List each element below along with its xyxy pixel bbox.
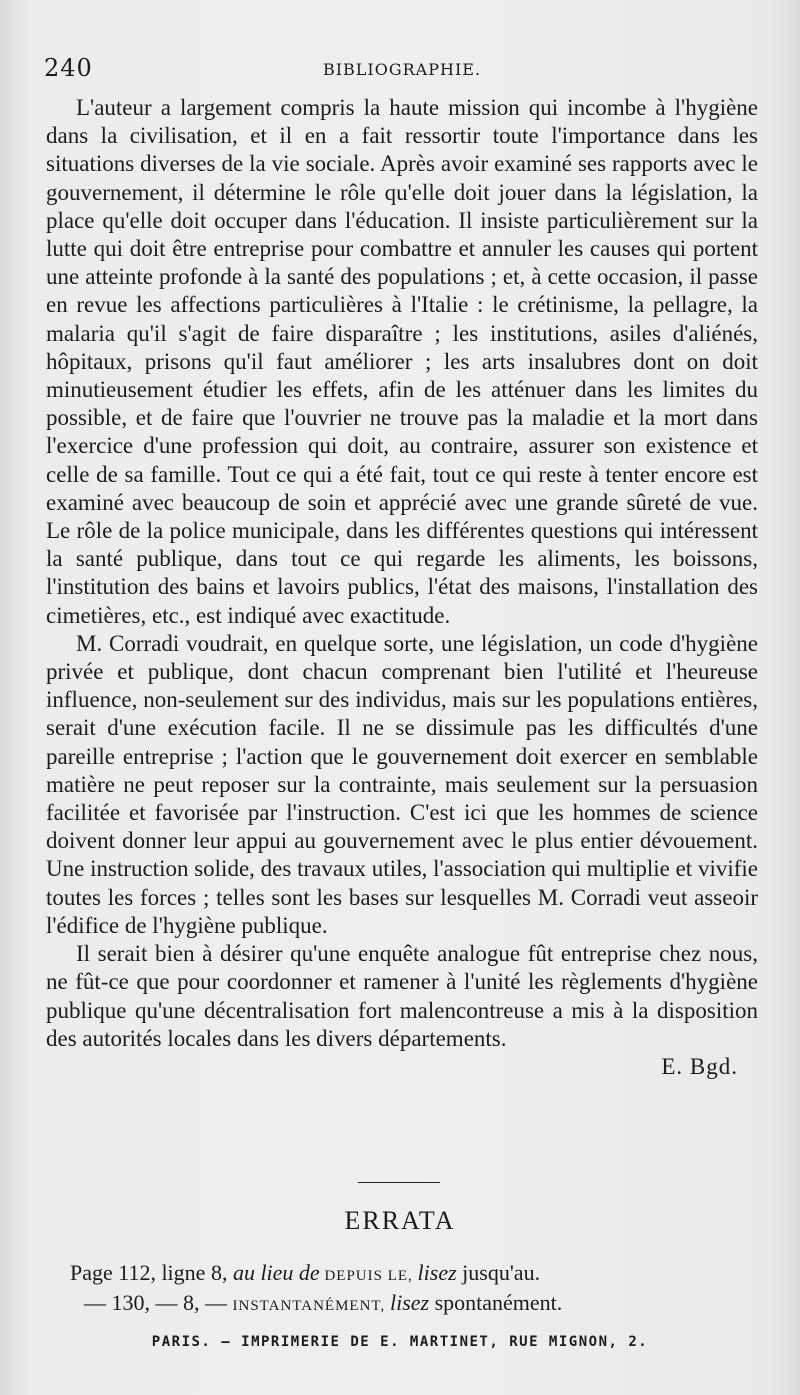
printer-imprint: PARIS. — IMPRIMERIE DE E. MARTINET, RUE MIGNON, 2.	[151, 1334, 649, 1350]
paragraph-2: M. Corradi voudrait, en quelque sorte, une législation, un code d'hygiène privée et publique, dont chacun comprenant bien l'utilité et l'heureuse influence, non-seulement sur des individus, mais sur les populations entières, serait d'une exécution facile. Il ne se dissimule pas les difficultés d'une pareille entreprise ; l'action que le gouvernement doit exercer en semblable matière ne peut reposer sur la contrainte, mais seulement sur la persuasion facilitée et favorisée par l'instruction. C'est ici que les hommes de science doivent donner leur appui au gouvernement avec le plus entier dévouement. Une instruction solide, des travaux utiles, l'association qui multiplie et vivifie toutes les forces ; telles sont les bases sur lesquelles M. Corradi veut asseoir l'édifice de l'hygiène publique.	[46, 630, 758, 938]
errata-entry-2-wrong: INSTANTANÉMENT,	[232, 1298, 390, 1314]
errata-entry-1	[70, 1260, 540, 1286]
article-body	[46, 94, 758, 1081]
running-head	[44, 54, 760, 88]
errata-entry-2-correct: spontanément.	[429, 1290, 563, 1315]
section-divider	[358, 1182, 440, 1183]
errata-entry-2-location: — 130, — 8, —	[84, 1290, 233, 1315]
paragraph-1: L'auteur a largement compris la haute mission qui incombe à l'hygiène dans la civilisation, et il en a fait ressortir toute l'importance dans les situations diverses de la vie sociale. Après avoir examiné ses rapports avec le gouvernement, il détermine le rôle qu'elle doit jouer dans la législation, la place qu'elle doit occuper dans l'éducation. Il insiste particulièrement sur la lutte qui doit être entreprise pour combattre et annuler les causes qui portent une atteinte profonde à la santé des populations ; et, à cette occasion, il passe en revue les affections particulières à l'Italie : le crétinisme, la pellagre, la malaria qu'il s'agit de faire disparaître ; les institutions, asiles d'aliénés, hôpitaux, prisons qu'il faut améliorer ; les arts insalubres dont on doit minutieusement étudier les effets, afin de les atténuer dans les limites du possible, et de faire que l'ouvrier ne trouve pas la maladie et la mort dans l'exercice d'une profession qui doit, au contraire, assurer son existence et celle de sa famille. Tout ce qui a été fait, tout ce qui reste à tenter encore est examiné avec beaucoup de soin et apprécié avec une grande sûreté de vue. Le rôle de la police municipale, dans les différentes questions qui intéressent la santé publique, dans tout ce qui regarde les aliments, les boissons, l'institution des bains et lavoirs publics, l'état des maisons, l'installation des cimetières, etc., est indiqué avec exactitude.	[46, 95, 758, 628]
errata-entry-1-lisez: lisez	[417, 1260, 457, 1285]
errata-entry-1-wrong: DEPUIS LE,	[319, 1268, 418, 1284]
errata-title: ERRATA	[344, 1206, 456, 1235]
errata-entry-2-lisez: lisez	[389, 1290, 430, 1315]
section-title: BIBLIOGRAPHIE.	[322, 60, 482, 79]
errata-entry-1-correct: jusqu'au.	[456, 1260, 541, 1285]
errata-entry-1-au-lieu-de: au lieu de	[232, 1260, 320, 1285]
paragraph-3: Il serait bien à désirer qu'une enquête analogue fût entreprise chez nous, ne fût-ce que pour coordonner et ramener à l'unité les règlements d'hygiène publique qu'une décentralisation fort malencontreuse a mis à la disposition des autorités locales dans les divers départements.	[46, 941, 758, 1051]
page-number: 240	[44, 54, 93, 82]
errata-entry-1-location: Page 112, ligne 8,	[70, 1260, 233, 1285]
errata-entry-2	[84, 1290, 562, 1316]
author-signature: E. Bgd.	[661, 1053, 738, 1079]
